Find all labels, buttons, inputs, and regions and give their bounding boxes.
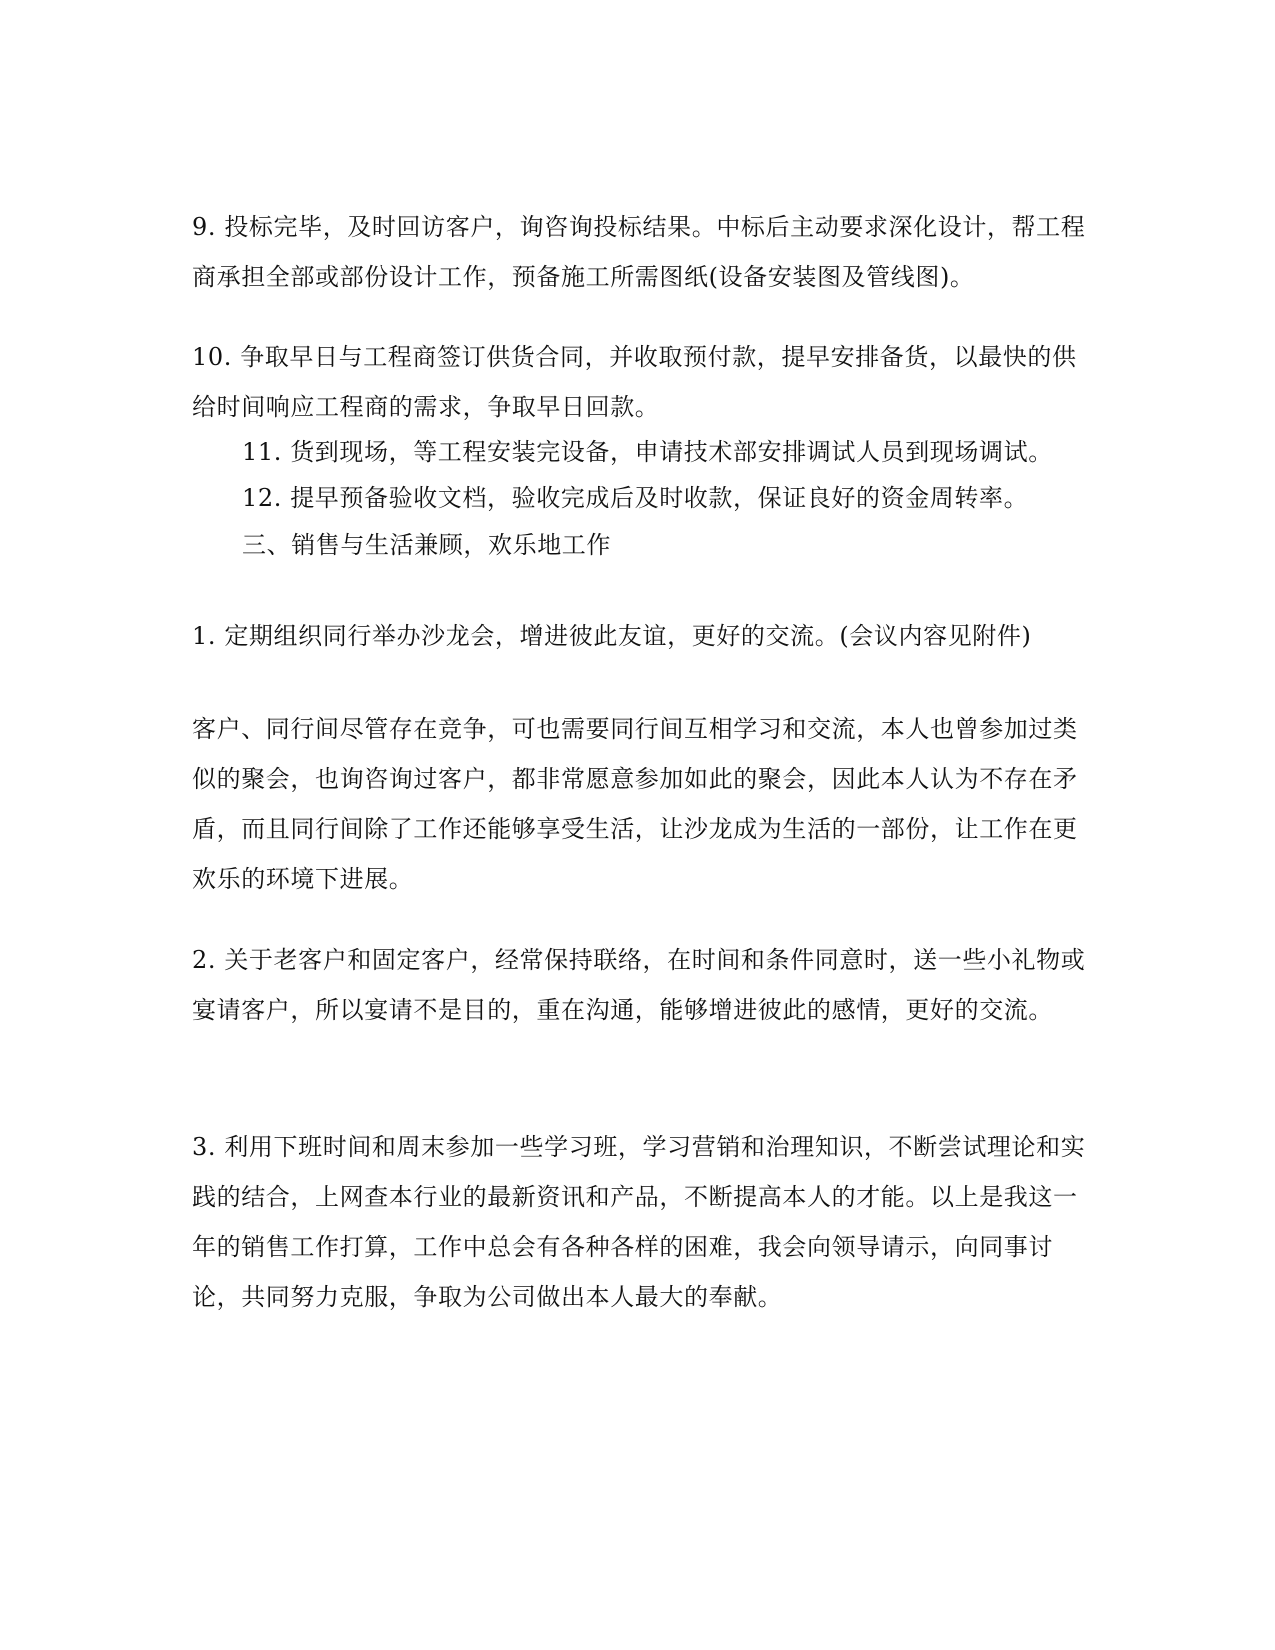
paragraph-item-10: 10. 争取早日与工程商签订供货合同，并收取预付款，提早安排备货，以最快的供给时间响应工程商的需求，争取早日回款。 <box>192 343 1077 421</box>
paragraph-item-9: 9. 投标完毕，及时回访客户，询咨询投标结果。中标后主动要求深化设计，帮工程商承担全部或部份设计工作，预备施工所需图纸(设备安装图及管线图)。 <box>192 213 1086 291</box>
paragraph-item-11: 11. 货到现场，等工程安装完设备，申请技术部安排调试人员到现场调试。 <box>242 438 1053 466</box>
paragraph-item-2: 2. 关于老客户和固定客户，经常保持联络，在时间和条件同意时，送一些小礼物或宴请客户，所以宴请不是目的，重在沟通，能够增进彼此的感情，更好的交流。 <box>192 946 1086 1024</box>
paragraph-item-12: 12. 提早预备验收文档，验收完成后及时收款，保证良好的资金周转率。 <box>242 484 1029 512</box>
paragraph-item-3: 3. 利用下班时间和周末参加一些学习班，学习营销和治理知识，不断尝试理论和实践的结合，上网查本行业的最新资讯和产品，不断提高本人的才能。以上是我这一年的销售工作打算，工作中总会有各种各样的困难，我会向领导请示，向同事讨论，共同努力克服，争取为公司做出本人最大的奉献。 <box>192 1133 1086 1311</box>
paragraph-item-1: 1. 定期组织同行举办沙龙会，增进彼此友谊，更好的交流。(会议内容见附件) <box>192 622 1032 650</box>
paragraph-body: 客户、同行间尽管存在竞争，可也需要同行间互相学习和交流，本人也曾参加过类似的聚会，也询咨询过客户，都非常愿意参加如此的聚会，因此本人认为不存在矛盾，而且同行间除了工作还能够享受生活，让沙龙成为生活的一部份，让工作在更欢乐的环境下进展。 <box>192 715 1078 893</box>
section-heading: 三、销售与生活兼顾，欢乐地工作 <box>242 531 611 559</box>
